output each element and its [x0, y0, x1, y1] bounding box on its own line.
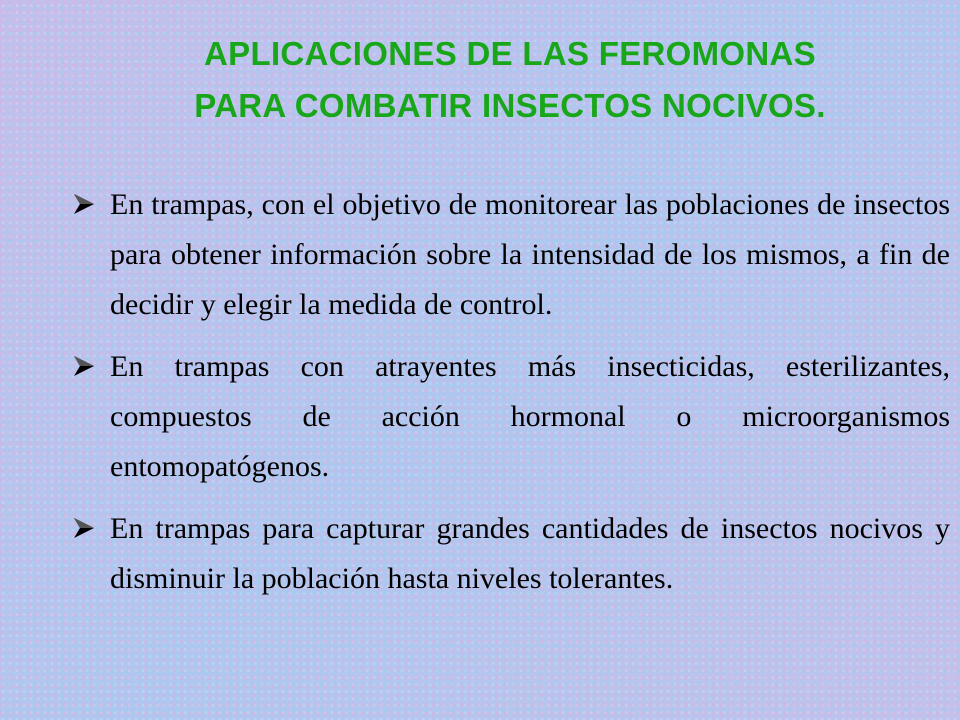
list-item [72, 504, 950, 604]
bullet-text: En trampas para capturar grandes cantidades de insectos nocivos y disminuir la población hasta niveles tolerantes. [110, 512, 950, 595]
bullet-list [72, 180, 950, 616]
slide-title-line-2: PARA COMBATIR INSECTOS NOCIVOS. [194, 87, 826, 124]
bullet-text: En trampas, con el objetivo de monitorear las poblaciones de insectos para obtener información sobre la intensidad de los mismos, a fin de decidir y elegir la medida de control. [110, 188, 950, 321]
slide-title-line-1: APLICACIONES DE LAS FEROMONAS [204, 35, 816, 72]
list-item [72, 180, 950, 330]
list-item [72, 342, 950, 492]
arrow-bullet-icon [72, 354, 96, 378]
arrow-bullet-icon [72, 192, 96, 216]
arrow-bullet-icon [72, 516, 96, 540]
bullet-text: En trampas con atrayentes más insecticidas, esterilizantes, compuestos de acción hormonal o microorganismos entomopatógenos. [110, 350, 950, 483]
slide-title [60, 28, 960, 132]
